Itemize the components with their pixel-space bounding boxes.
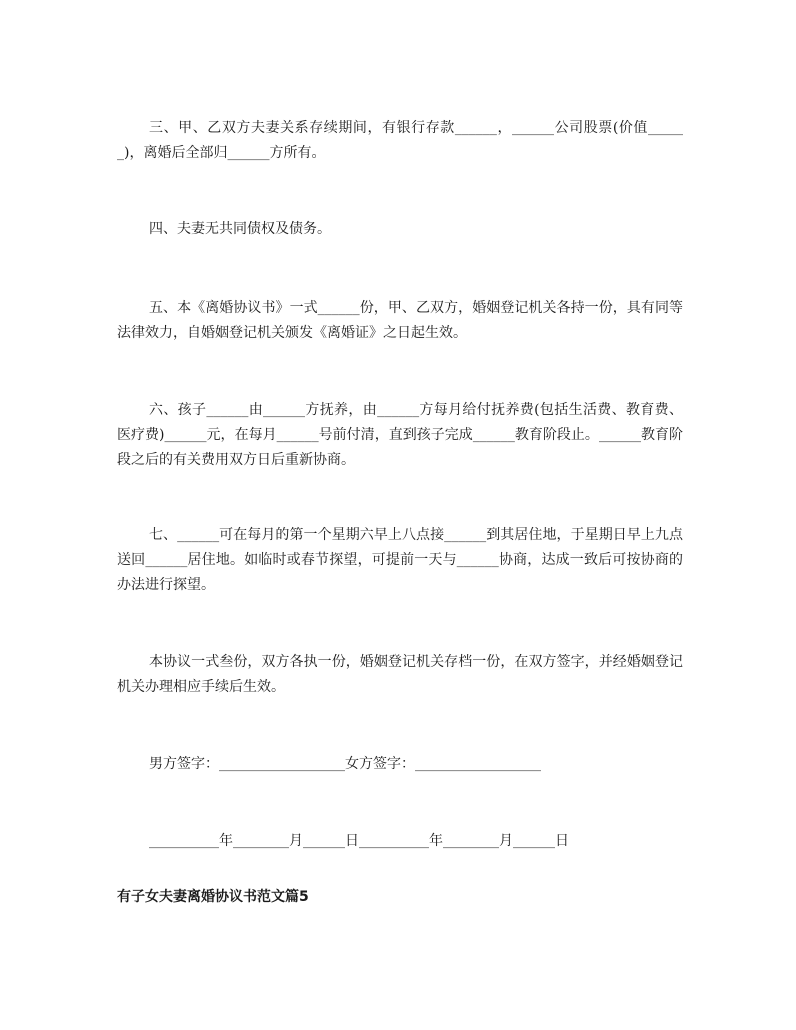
clause-three: 三、甲、乙双方夫妻关系存续期间，有银行存款______，______公司股票(价值______)，离婚后全部归______方所有。 xyxy=(117,120,683,161)
clause-four: 四、夫妻无共同债权及债务。 xyxy=(149,221,331,237)
clause-seven: 七、______可在每月的第一个星期六早上八点接______到其居住地，于星期日早上九点送回______居住地。如临时或春节探望，可提前一天与______协商，达成一致后可按协商的办法进行探望。 xyxy=(117,527,683,593)
clause-six: 六、孩子______由______方抚养，由______方每月给付抚养费(包括生活费、教育费、医疗费)______元，在每月______号前付清，直到孩子完成______教育阶段止。______教育阶段之后的有关费用双方日后重新协商。 xyxy=(117,402,683,468)
section-heading: 有子女夫妻离婚协议书范文篇5 xyxy=(117,889,309,905)
date-line: __________年________月______日__________年________月______日 xyxy=(149,833,569,849)
signature-line: 男方签字：__________________女方签字：__________________ xyxy=(149,756,541,772)
clause-five: 五、本《离婚协议书》一式______份，甲、乙双方，婚姻登记机关各持一份，具有同等法律效力，自婚姻登记机关颁发《离婚证》之日起生效。 xyxy=(117,300,683,341)
agreement-effect-clause: 本协议一式叁份，双方各执一份，婚姻登记机关存档一份，在双方签字，并经婚姻登记机关办理相应手续后生效。 xyxy=(117,654,683,695)
